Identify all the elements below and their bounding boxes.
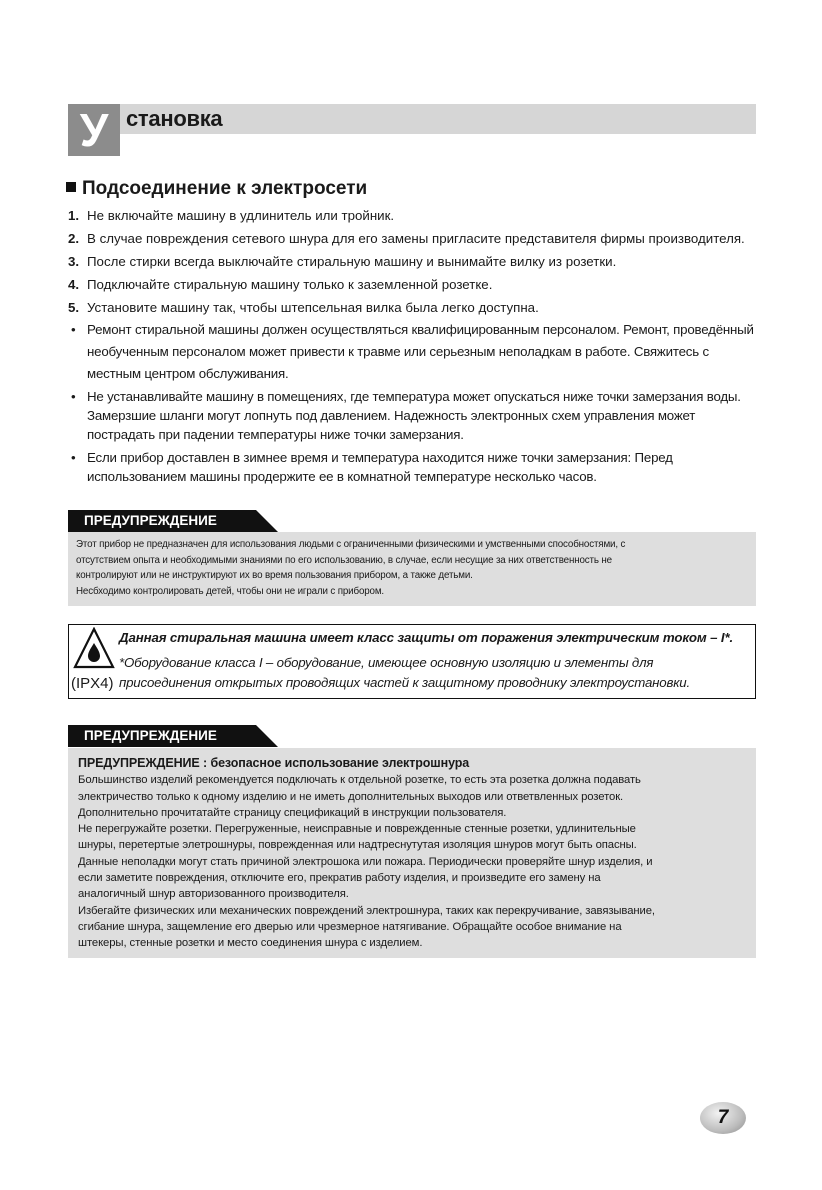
warning-heading: ПРЕДУПРЕЖДЕНИЕ : безопасное использование электрошнура	[78, 756, 470, 770]
warning-line: отсутствием опыта и необходимыми знаниями по его использованию, в случае, если несущие за них ответственность не	[76, 554, 612, 566]
bullet-marker: •	[71, 450, 76, 465]
list-marker: 1.	[68, 208, 80, 223]
list-item	[68, 298, 760, 317]
page-title: становка	[126, 106, 223, 131]
warning-label-text: ПРЕДУПРЕЖДЕНИЕ	[84, 728, 217, 743]
section-title-text: Подсоединение к электросети	[82, 178, 368, 199]
warning-line: Несбходимо контролировать детей, чтобы они не играли с прибором.	[76, 585, 385, 597]
list-item-text: Установите машину так, чтобы штепсельная вилка была легко доступна.	[87, 300, 539, 315]
list-item	[68, 252, 760, 271]
instruction-list	[68, 206, 760, 488]
list-item	[68, 229, 760, 248]
list-item-text: Ремонт стиральной машины должен осуществляться квалифицированным персоналом. Ремонт, проведённый необученным персоналом может привести к травме или серьезным неполадкам в работе. Свяжитесь с местным центром обслуживания.	[87, 322, 754, 381]
warning-box-1	[68, 532, 756, 606]
warning-line: Данные неполадки могут стать причиной электрошока или пожара. Периодически проверяйте шнур изделия, и	[78, 855, 653, 868]
warning-line: Избегайте физических или механических повреждений электрошнура, таких как перекручивание, завязывание,	[78, 904, 655, 917]
warning-line: Этот прибор не предназначен для использования людьми с ограниченными физическими и умственными способностями, с	[76, 539, 626, 550]
page-number: 7	[717, 1107, 729, 1128]
list-item	[68, 387, 760, 444]
warning-line: шнуры, перетертые элетрошнуры, поврежденная или надтреснутутая изоляция шнуров могут быть опасны.	[78, 839, 637, 852]
list-marker: 5.	[68, 300, 80, 315]
protection-class-note: присоединения открытых проводящих частей к защитному проводнику электроустановки.	[119, 675, 690, 690]
list-item-text: Подключайте стиральную машину только к заземленной розетке.	[87, 277, 493, 292]
list-item	[68, 206, 760, 225]
list-item	[68, 448, 760, 486]
list-item-text: Не включайте машину в удлинитель или тройник.	[87, 208, 395, 223]
warning-line: электричество только к одному изделию и не иметь дополнительных выходов или ответвленных розеток.	[78, 790, 624, 803]
ipx-rating-text: IPX4	[76, 675, 109, 692]
list-item	[68, 319, 760, 385]
section-title	[66, 178, 367, 200]
protection-class-box	[68, 624, 756, 699]
warning-line: Не перегружайте розетки. Перегруженные, неисправные и поврежденные стенные розетки, удлинительные	[78, 823, 636, 836]
warning-line: штекеры, стенные розетки и место соединения шнура с изделием.	[78, 937, 423, 950]
list-item-text: Не устанавливайте машину в помещениях, где температура может опускаться ниже точки замерзания воды. Замерзшие шланги могут лопнуть под давлением. Надежность электронных схем управления может пострадать при падении температуры ниже точки замерзания.	[87, 389, 741, 442]
list-marker: 4.	[68, 277, 80, 292]
page-number-badge	[700, 1102, 750, 1136]
warning-triangle-drop-icon	[73, 627, 115, 669]
warning-line: сгибание шнура, защемление его дверью или чрезмерное натягивание. Обращайте особое внимание на	[78, 920, 622, 933]
bullet-marker: •	[71, 389, 76, 404]
warning-line: контролируют или не инструктируют их во время пользования прибором, а также детьми.	[76, 570, 473, 581]
list-item-text: После стирки всегда выключайте стиральную машину и вынимайте вилку из розетки.	[87, 254, 617, 269]
ipx-rating: (IPX4)	[71, 675, 114, 692]
list-item-text: Если прибор доставлен в зимнее время и температура находится ниже точки замерзания: Перед использованием машины продержите ее в комнатной температуре несколько часов.	[87, 450, 673, 484]
protection-class-note: *Оборудование класса I – оборудование, имеющее основную изоляцию и элементы для	[119, 655, 654, 670]
warning-line: аналогичный шнур авторизованного производителя.	[78, 888, 349, 901]
warning-box-2	[68, 748, 756, 958]
warning-line: если заметите повреждения, отключите его, прекратив работу изделия, и произведите его замену на	[78, 872, 601, 885]
bullet-marker: •	[71, 322, 76, 337]
warning-label-text: ПРЕДУПРЕЖДЕНИЕ	[84, 513, 217, 528]
list-marker: 2.	[68, 231, 80, 246]
square-bullet-icon	[66, 182, 76, 192]
list-item	[68, 275, 760, 294]
list-marker: 3.	[68, 254, 80, 269]
header-initial-letter: У	[68, 104, 120, 156]
protection-class-statement: Данная стиральная машина имеет класс защиты от поражения электрическим током – I*.	[119, 630, 734, 645]
warning-line: Большинство изделий рекомендуется подключать к отдельной розетке, то есть эта розетка должна подавать	[78, 774, 641, 787]
warning-line: Дополнительно прочитатайте страницу спецификаций в инструкции пользователя.	[78, 806, 507, 819]
list-item-text: В случае повреждения сетевого шнура для его замены пригласите представителя фирмы производителя.	[87, 231, 745, 246]
